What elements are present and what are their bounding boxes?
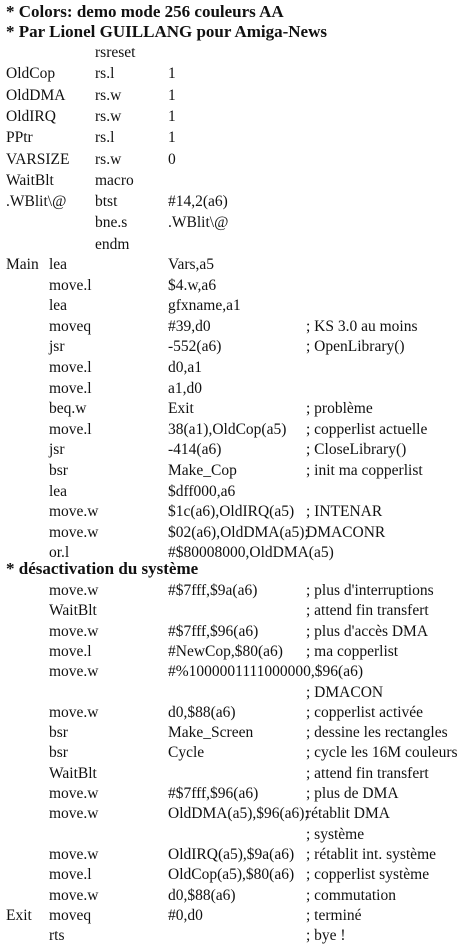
code-line bbox=[0, 170, 460, 191]
code-label: OldDMA bbox=[6, 86, 66, 104]
code-operand: 1 bbox=[168, 86, 176, 104]
code-comment: ; attend fin transfert bbox=[306, 602, 429, 620]
code-line bbox=[0, 885, 460, 906]
code-operand: a1,d0 bbox=[168, 379, 203, 397]
code-line bbox=[0, 824, 460, 845]
code-opcode: move.w bbox=[49, 663, 99, 681]
code-opcode: rts bbox=[49, 927, 65, 945]
code-operand: #39,d0 bbox=[168, 317, 211, 335]
code-operand: d0,$88(a6) bbox=[168, 886, 236, 904]
code-opcode: bne.s bbox=[95, 214, 128, 232]
code-label: Exit bbox=[6, 906, 32, 924]
code-comment: ; KS 3.0 au moins bbox=[306, 317, 418, 335]
code-line bbox=[0, 481, 460, 502]
code-comment: ; copperlist actuelle bbox=[306, 420, 428, 438]
code-line bbox=[0, 641, 460, 662]
code-comment: ; problème bbox=[306, 400, 373, 418]
code-label: .WBlit\@ bbox=[6, 193, 67, 211]
code-line bbox=[0, 336, 460, 357]
code-operand: $4.w,a6 bbox=[168, 276, 217, 294]
code-comment: ; attend fin transfert bbox=[306, 764, 429, 782]
code-line bbox=[0, 803, 460, 824]
code-opcode: move.w bbox=[49, 703, 99, 721]
code-operand: Vars,a5 bbox=[168, 256, 215, 273]
code-opcode: move.l bbox=[49, 276, 92, 294]
code-line bbox=[0, 702, 460, 723]
code-comment: ; commutation bbox=[306, 886, 396, 904]
code-opcode: WaitBlt bbox=[49, 602, 97, 620]
code-line bbox=[0, 212, 460, 233]
code-operand: 0 bbox=[168, 150, 176, 168]
code-opcode: move.w bbox=[49, 886, 99, 904]
code-opcode: move.w bbox=[49, 582, 99, 599]
code-line bbox=[0, 742, 460, 763]
code-comment: ; CloseLibrary() bbox=[306, 441, 407, 459]
code-line bbox=[0, 501, 460, 522]
code-line bbox=[0, 357, 460, 378]
code-opcode: beq.w bbox=[49, 400, 87, 418]
code-line bbox=[0, 254, 460, 275]
code-opcode: btst bbox=[95, 193, 118, 211]
code-line bbox=[0, 600, 460, 621]
code-operand: d0,$88(a6) bbox=[168, 703, 236, 721]
code-operand: -414(a6) bbox=[168, 441, 222, 459]
code-line bbox=[0, 378, 460, 399]
code-comment: ; plus d'accès DMA bbox=[306, 622, 429, 640]
code-operand: Make_Screen bbox=[168, 724, 254, 742]
code-label: WaitBlt bbox=[6, 171, 54, 189]
code-line bbox=[0, 621, 460, 642]
code-opcode: move.w bbox=[49, 785, 99, 802]
code-comment: ; terminé bbox=[306, 906, 362, 924]
code-opcode: move.w bbox=[49, 503, 99, 521]
code-operand: #%1000001111000000,$96(a6) bbox=[168, 663, 364, 681]
listing-title: * Colors: demo mode 256 couleurs AA bbox=[6, 2, 284, 21]
code-label: Main bbox=[6, 256, 39, 273]
code-line bbox=[0, 722, 460, 743]
code-operand: #$7fff,$96(a6) bbox=[168, 785, 259, 802]
code-opcode: macro bbox=[95, 171, 134, 189]
code-line bbox=[0, 316, 460, 337]
code-line bbox=[0, 398, 460, 419]
code-opcode: rs.w bbox=[95, 86, 122, 104]
code-operand: #$80008000,OldDMA(a5) bbox=[168, 544, 334, 562]
code-operand: 38(a1),OldCop(a5) bbox=[168, 420, 287, 438]
code-line bbox=[0, 234, 460, 255]
code-operand: $02(a6),OldDMA(a5); bbox=[168, 523, 309, 541]
code-opcode: move.l bbox=[49, 642, 92, 660]
code-operand: #NewCop,$80(a6) bbox=[168, 642, 283, 660]
code-operand: $dff000,a6 bbox=[168, 482, 236, 500]
code-opcode: rs.l bbox=[95, 65, 115, 83]
code-opcode: endm bbox=[95, 235, 130, 253]
code-opcode: lea bbox=[49, 482, 68, 500]
code-opcode: rs.l bbox=[95, 129, 115, 147]
code-line bbox=[0, 783, 460, 804]
code-line bbox=[0, 905, 460, 926]
code-comment: ; plus d'interruptions bbox=[306, 582, 434, 599]
code-comment: ; init ma copperlist bbox=[306, 462, 423, 479]
code-comment: ; ma copperlist bbox=[306, 642, 399, 660]
code-opcode: WaitBlt bbox=[49, 764, 97, 782]
code-opcode: move.w bbox=[49, 523, 99, 541]
code-comment: ; DMACON bbox=[306, 683, 384, 701]
code-opcode: move.l bbox=[49, 359, 92, 376]
code-operand: #14,2(a6) bbox=[168, 193, 228, 211]
code-opcode: jsr bbox=[49, 338, 65, 356]
code-comment: ; cycle les 16M couleurs bbox=[306, 744, 458, 762]
code-line bbox=[0, 682, 460, 703]
code-opcode: lea bbox=[49, 297, 68, 315]
code-comment: ; copperlist système bbox=[306, 866, 430, 884]
code-comment: ; copperlist activée bbox=[306, 703, 424, 721]
code-comment: DMACONR bbox=[306, 523, 386, 541]
code-operand: Make_Cop bbox=[168, 462, 237, 479]
code-comment: ; dessine les rectangles bbox=[306, 724, 448, 742]
code-operand: Cycle bbox=[168, 744, 205, 762]
code-line bbox=[0, 419, 460, 440]
code-label: PPtr bbox=[6, 129, 33, 147]
code-line bbox=[0, 864, 460, 885]
section-heading: * désactivation du système bbox=[6, 559, 199, 578]
code-label: VARSIZE bbox=[6, 150, 70, 168]
code-opcode: move.w bbox=[49, 622, 99, 640]
code-operand: .WBlit\@ bbox=[168, 214, 229, 232]
code-operand: -552(a6) bbox=[168, 338, 222, 356]
code-operand: OldCop(a5),$80(a6) bbox=[168, 866, 295, 884]
code-line bbox=[0, 925, 460, 946]
code-opcode: move.l bbox=[49, 379, 92, 397]
code-comment: ; INTENAR bbox=[306, 503, 383, 521]
code-opcode: or.l bbox=[49, 544, 70, 562]
code-opcode: moveq bbox=[49, 906, 92, 924]
code-line bbox=[0, 580, 460, 601]
code-operand: gfxname,a1 bbox=[168, 297, 241, 315]
code-opcode: move.l bbox=[49, 420, 92, 438]
code-comment: ; système bbox=[306, 825, 365, 843]
code-opcode: move.w bbox=[49, 805, 99, 823]
code-operand: #$7fff,$9a(a6) bbox=[168, 582, 258, 599]
code-comment: ; OpenLibrary() bbox=[306, 338, 405, 356]
code-label: OldCop bbox=[6, 65, 56, 83]
code-label: OldIRQ bbox=[6, 107, 56, 125]
code-operand: OldIRQ(a5),$9a(a6) bbox=[168, 845, 295, 863]
code-comment: ; plus de DMA bbox=[306, 785, 399, 802]
code-opcode: bsr bbox=[49, 724, 68, 742]
code-line bbox=[0, 661, 460, 682]
code-opcode: rs.w bbox=[95, 150, 122, 168]
code-line bbox=[0, 127, 460, 148]
listing-author: * Par Lionel GUILLANG pour Amiga-News bbox=[6, 22, 327, 41]
code-line bbox=[0, 522, 460, 543]
code-line bbox=[0, 149, 460, 170]
code-operand: 1 bbox=[168, 107, 176, 125]
code-line bbox=[0, 191, 460, 212]
code-line bbox=[0, 106, 460, 127]
code-comment: ; rétablit int. système bbox=[306, 845, 437, 863]
code-operand: d0,a1 bbox=[168, 359, 203, 376]
code-operand: #0,d0 bbox=[168, 906, 203, 924]
code-opcode: jsr bbox=[49, 441, 65, 459]
code-line bbox=[0, 439, 460, 460]
code-line bbox=[0, 844, 460, 865]
code-opcode: moveq bbox=[49, 317, 92, 335]
code-opcode: bsr bbox=[49, 744, 68, 762]
code-operand: 1 bbox=[168, 129, 176, 147]
code-comment: ; bye ! bbox=[306, 927, 346, 945]
code-opcode: move.w bbox=[49, 845, 99, 863]
code-operand: 1 bbox=[168, 65, 176, 83]
code-opcode: move.l bbox=[49, 866, 92, 884]
code-comment: rétablit DMA bbox=[306, 805, 390, 823]
code-opcode: bsr bbox=[49, 462, 68, 479]
code-opcode: rs.w bbox=[95, 107, 122, 125]
code-line bbox=[0, 763, 460, 784]
code-operand: Exit bbox=[168, 400, 194, 418]
code-line bbox=[0, 275, 460, 296]
code-opcode: rsreset bbox=[95, 44, 136, 61]
code-line bbox=[0, 295, 460, 316]
code-line bbox=[0, 460, 460, 481]
code-line bbox=[0, 85, 460, 106]
code-line bbox=[0, 63, 460, 84]
code-operand: OldDMA(a5),$96(a6); bbox=[168, 805, 309, 823]
code-opcode: lea bbox=[49, 256, 68, 273]
code-line bbox=[0, 42, 460, 63]
code-operand: $1c(a6),OldIRQ(a5) bbox=[168, 503, 295, 521]
code-operand: #$7fff,$96(a6) bbox=[168, 622, 259, 640]
